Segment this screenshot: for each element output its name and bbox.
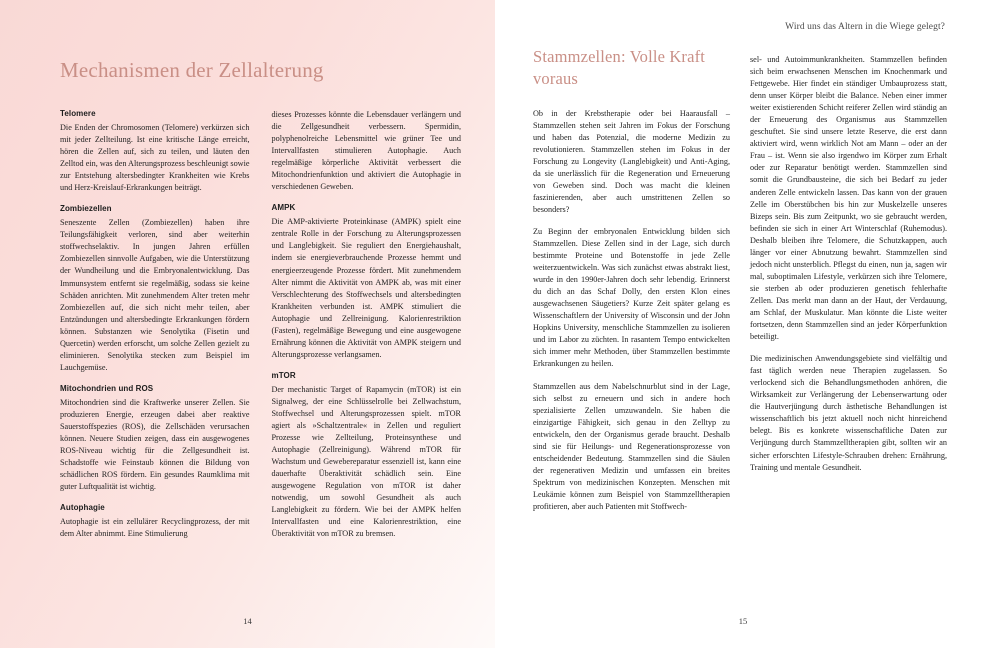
- left-column-2: [272, 109, 462, 541]
- section-heading-zombiezellen: Zombiezellen: [60, 204, 112, 214]
- section-title-stammzellen: Stammzellen: Volle Kraft voraus: [533, 47, 705, 88]
- paragraph: Seneszente Zellen (Zombiezellen) haben ihre Teilungsfähigkeit verloren, sind aber weiterhin stoffwechselaktiv. In jungen Jahren erfüllen Zombiezellen sinnvolle Aufgaben, wie die Unterstützung der Wundheilung und die Embryonalentwicklung. Das Immunsystem entfernt sie regelmäßig, sodass sie keine Schäden anrichten. Mit zunehmendem Alter treten mehr Zombiezellen auf, die sich nicht mehr teilen, aber Entzündungen und altersbedingte Erkrankungen fördern können. Substanzen wie Senolytika (Fisetin und Quercetin) werden erforscht, um solche Zellen gezielt zu eliminieren. Senolytika stecken zum Beispiel im Lauchgemüse.: [60, 218, 250, 372]
- right-columns: [533, 20, 947, 513]
- page-number-right: 15: [738, 616, 748, 626]
- section-heading-mitochondrien-ros: Mitochondrien und ROS: [60, 383, 154, 393]
- left-page: [0, 0, 495, 648]
- left-columns: [60, 109, 461, 541]
- paragraph: sel- und Autoimmunkrankheiten. Stammzellen befinden sich beim erwachsenen Menschen im Knochenmark und Fettgewebe. Hier findet ein ständiger Umbauprozess statt, denn unser Körper bleibt die Balance. Neben einer immer weiter existierenden Schicht reiferer Zellen wird ständig an der Erneuerung des Organismus aus Stammzellen geschuftet. Sie sind unsere letzte Reserve, die erst dann aktiviert wird, wenn wirklich Not am Mann – oder an der Frau – ist. Wenn sie also irgendwo im Körper zum Erhalt oder zur Reparatur benötigt werden. Stammzellen sind somit die Grundbausteine, die sich bei Bedarf zu jeder anderen Zelle entwickeln lassen. Das kann von der grauen Zelle im Oberstübchen bis hin zur Muskelzelle unseres Bizeps sein. Bis zum Zeitpunkt, wo sie gebraucht werden, befinden sie sich in einer Art Winterschlaf (Ruhemodus). Deshalb bleiben ihre Telomere, die Schutzkappen, auch länger vor einer Abnutzung bewahrt. Stammzellen sind jedoch nicht unsterblich. Pflegst du einen, nun ja, sagen wir mal, suboptimalen Lifestyle, verkürzen sich ihre Telomere, sie sterben ab oder produzieren genetisch fehlerhafte Zellen. Das merkt man dann an der Haut, der Verdauung, am Schlaf, der Muskulatur. Man könnte die Liste weiter fortsetzen, denn Stammzellen sind an jeder Körperfunktion beteiligt.: [750, 55, 947, 342]
- section-heading-telomere: Telomere: [60, 109, 96, 118]
- paragraph: Die medizinischen Anwendungsgebiete sind vielfältig und fast täglich werden neue Therapien zugelassen. So verlockend sich die Behandlungsmethoden anhören, die Wirksamkeit zur Verlängerung der Lebenserwartung oder die Hautverjüngung durch ästhetische Behandlungen ist wissenschaftlich bis jetzt aktuell noch nicht hinreichend belegt. Bis es konkrete wissenschaftliche Daten zur Verjüngung durch Stammzelltherapien gibt, sollten wir an sicher erforschten Lifestyle-Schrauben drehen: Ernährung, Training und mentale Gesundheit.: [750, 354, 947, 472]
- right-column-2: [750, 20, 947, 513]
- paragraph: Die Enden der Chromosomen (Telomere) verkürzen sich mit jeder Zellteilung. Ist eine kritische Länge erreicht, hören die Zellen auf, sich zu teilen, und läuten den Zelltod ein, was den Alterungsprozess beschleunigt sowie zur Entstehung altersbedingter Krankheiten wie Krebs und Herz-Kreislauf-Erkrankungen beiträgt.: [60, 123, 250, 193]
- section-heading-autophagie: Autophagie: [60, 503, 105, 513]
- section-heading-ampk: AMPK: [271, 203, 296, 213]
- paragraph: Der mechanistic Target of Rapamycin (mTOR) ist ein Signalweg, der eine Schlüsselrolle bei Zellwachstum, Stoffwechsel und Alterungsprozessen spielt. mTOR agiert als »Schaltzentrale« in Zellen und reguliert Prozesse wie Zellteilung, Proteinsynthese und Autophagie (Zellreinigung). Während mTOR für Wachstum und Gewebereparatur essenziell ist, kann eine dauerhafte Überaktivität schädlich sein. Eine ausgewogene Regulation von mTOR ist daher notwendig, um sowohl Gesundheit als auch Langlebigkeit zu fördern. Wie bei der AMPK helfen Intervallfasten und eine Kalorienrestriktion, eine Überaktivität von mTOR zu bremsen.: [271, 384, 461, 539]
- paragraph: Autophagie ist ein zellulärer Recyclingprozess, der mit dem Alter abnimmt. Eine Stimulierung: [60, 517, 250, 539]
- paragraph: Die AMP-aktivierte Proteinkinase (AMPK) spielt eine zentrale Rolle in der Forschung zu Alterungsprozessen und Langlebigkeit. Sie reguliert den Energiehaushalt, indem sie energieverbrauchende Prozesse hemmt und energieerzeugende Prozesse fördert. Mit zunehmendem Alter nimmt die Aktivität von AMPK ab, was mit einer Verschlechterung des Stoffwechsels und altersbedingten Krankheiten verbunden ist. AMPK stimuliert die Autophagie und Zellreinigung. Kalorienrestriktion (Fasten), regelmäßige Bewegung und eine ausgewogene Ernährung können die Aktivität von AMPK steigern und Alterungsprozesse verlangsamen.: [271, 217, 461, 359]
- right-page: [495, 0, 991, 648]
- page-title: Mechanismen der Zellalterung: [60, 58, 324, 82]
- paragraph: Mitochondrien sind die Kraftwerke unserer Zellen. Sie produzieren Energie, erzeugen dabei aber reaktive Sauerstoffspezies (ROS), die Zellschäden verursachen können. Neuere Studien zeigen, dass ein ausgewogenes ROS-Niveau wichtig für die Zellgesundheit ist. Schadstoffe wie Feinstaub können die Bildung von schädlichen ROS fördern. Ein gesundes Raumklima mit guter Luftqualität ist wichtig.: [60, 397, 250, 492]
- section-heading-mtor: mTOR: [271, 370, 296, 380]
- paragraph: Zu Beginn der embryonalen Entwicklung bilden sich Stammzellen. Diese Zellen sind in der Lage, sich durch bestimmte Proteine und Botenstoffe in jede Zelle weiterzuentwickeln. Was sich zunächst etwas abstrakt liest, wurde in den 1990er-Jahren doch sehr lebendig. Erinnerst du dich an das Schaf Dolly, den ersten Klon eines ausgewachsenen Säugetiers? Kurze Zeit später gelang es Wissenschaftlern der University of Wisconsin und der John Hopkins University, menschliche Stammzellen zu isolieren und im Labor zu züchten. In rasantem Tempo entwickelten sich immer mehr Methoden, über Stammzellen bestimmte Erkrankungen zu heilen.: [533, 226, 730, 369]
- right-column-1: [533, 20, 730, 513]
- page-number-left: 14: [243, 616, 252, 626]
- paragraph: Ob in der Krebstherapie oder bei Haarausfall – Stammzellen stehen seit Jahren im Fokus der Forschung und haben das Potenzial, die moderne Medizin zu revolutionieren. Stammzellen stehen im Fokus in der Forschung zu Longevity (Langlebigkeit) und Anti-Aging, da sie unerlässlich für die Regeneration und Erneuerung von Geweben sind. Doch was macht die kleinen faszinierenden, aber auch umstrittenen Zellen so besonders?: [533, 108, 730, 214]
- left-column-1: [60, 109, 250, 541]
- paragraph: dieses Prozesses könnte die Lebensdauer verlängern und die Zellgesundheit verbessern. Spermidin, polyphenolreiche Lebensmittel wie grüner Tee und Intervallfasten stimulieren Autophagie. Auch regelmäßige körperliche Aktivität verbessert die Mitochondrienfunktion und aktiviert die Autophagie in verschiedenen Geweben.: [271, 110, 461, 192]
- running-head: Wird uns das Altern in die Wiege gelegt?: [785, 22, 945, 32]
- paragraph: Stammzellen aus dem Nabelschnurblut sind in der Lage, sich selbst zu erneuern und sich in andere hoch spezialisierte Zellen umzuwandeln. Sie haben die einzigartige Fähigkeit, sich genau in den Zelltyp zu entwickeln, den der Organismus gerade braucht. Deshalb sind sie für Heilungs- und Regenerationsprozesse von entscheidender Bedeutung. Stammzellen sind die Säulen der regenerativen Medizin und umfassen ein breites Spektrum von medizinischen Konzepten. Menschen mit Leukämie können zum Beispiel von Stammzelltherapien profitieren, aber auch Patienten mit Stoffwech-: [533, 381, 730, 511]
